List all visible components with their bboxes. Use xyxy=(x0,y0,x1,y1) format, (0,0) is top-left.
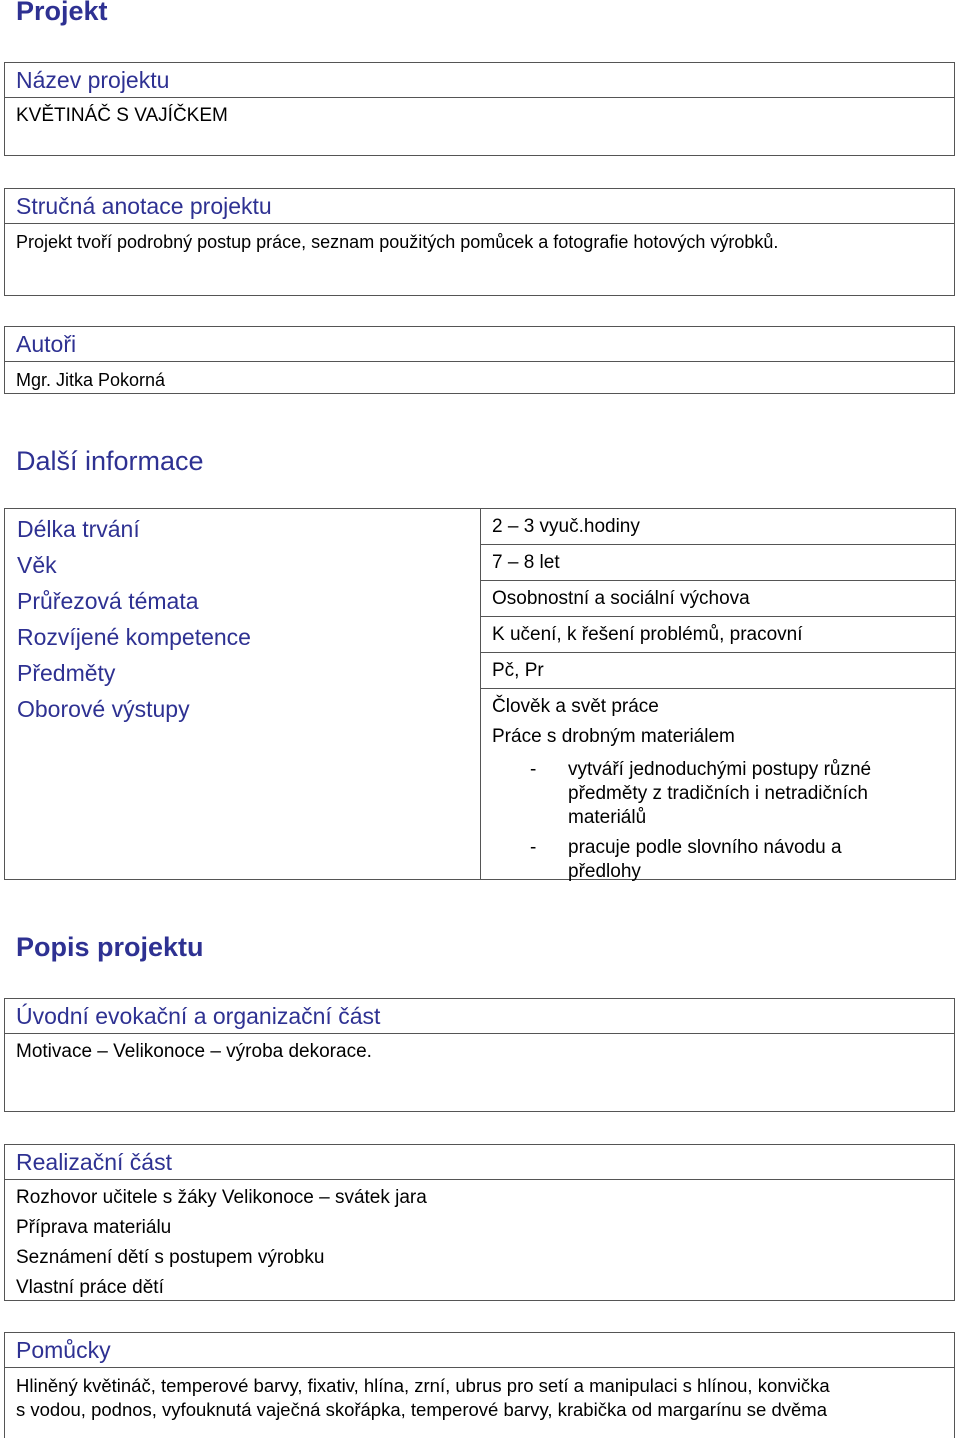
label-delka: Délka trvání xyxy=(17,516,140,542)
info-values xyxy=(480,508,956,880)
pomucky-line: s vodou, podnos, vyfouknutá vaječná skořápka, temperové barvy, krabička od margarínu se dvěma xyxy=(16,1399,828,1420)
bullet-dash: - xyxy=(530,759,537,780)
realizacni-line: Vlastní práce dětí xyxy=(16,1277,164,1298)
label-kompetence: Rozvíjené kompetence xyxy=(17,624,251,650)
value-kompetence: K učení, k řešení problémů, pracovní xyxy=(481,617,955,653)
section-autori xyxy=(4,326,955,394)
value-vystupy xyxy=(481,692,955,884)
vystupy-bullet xyxy=(492,836,955,884)
vystupy-line1: Člověk a svět práce xyxy=(492,696,659,717)
vystupy-bullet xyxy=(492,758,955,830)
bullet-text: vytváří jednoduchými postupy různé předměty z tradičních i netradičních materiálů xyxy=(568,759,872,828)
label-vystupy: Oborové výstupy xyxy=(17,696,190,722)
pomucky-line: Hliněný květináč, temperové barvy, fixativ, hlína, zrní, ubrus pro setí a manipulaci s hlínou, konvička xyxy=(16,1375,830,1396)
heading-projekt: Projekt xyxy=(16,0,108,26)
section-title: Autoři xyxy=(5,327,954,362)
heading-dalsi-informace: Další informace xyxy=(16,446,204,476)
pomucky-lines xyxy=(5,1368,954,1422)
bullet-text: pracuje podle slovního návodu a předlohy xyxy=(568,837,842,882)
realizacni-line: Příprava materiálu xyxy=(16,1217,172,1238)
bullet-dash: - xyxy=(530,837,537,858)
label-predmety: Předměty xyxy=(17,660,116,686)
label-temata: Průřezová témata xyxy=(17,588,199,614)
project-name: KVĚTINÁČ S VAJÍČKEM xyxy=(16,105,228,126)
value-temata: Osobnostní a sociální výchova xyxy=(481,581,955,617)
realizacni-line: Rozhovor učitele s žáky Velikonoce – svátek jara xyxy=(16,1187,427,1208)
section-uvodni xyxy=(4,998,955,1112)
section-title: Název projektu xyxy=(5,63,954,98)
info-labels xyxy=(4,508,481,880)
realizacni-lines xyxy=(5,1180,954,1303)
section-nazev xyxy=(4,62,955,156)
section-title: Stručná anotace projektu xyxy=(5,189,954,224)
section-title: Úvodní evokační a organizační část xyxy=(5,999,954,1034)
vystupy-line2: Práce s drobným materiálem xyxy=(492,726,735,747)
annotation-text: Projekt tvoří podrobný postup práce, seznam použitých pomůcek a fotografie hotových výrobků. xyxy=(16,232,779,252)
value-predmety: Pč, Pr xyxy=(481,653,955,689)
section-anotace xyxy=(4,188,955,296)
section-realizacni xyxy=(4,1144,955,1301)
uvodni-text: Motivace – Velikonoce – výroba dekorace. xyxy=(16,1041,372,1062)
author-name: Mgr. Jitka Pokorná xyxy=(16,370,166,390)
section-title: Realizační část xyxy=(5,1145,954,1180)
value-vek: 7 – 8 let xyxy=(481,545,955,581)
value-delka: 2 – 3 vyuč.hodiny xyxy=(481,509,955,545)
heading-popis-projektu: Popis projektu xyxy=(16,932,204,962)
section-pomucky xyxy=(4,1332,955,1438)
realizacni-line: Seznámení dětí s postupem výrobku xyxy=(16,1247,325,1268)
section-title: Pomůcky xyxy=(5,1333,954,1368)
label-vek: Věk xyxy=(17,552,57,578)
